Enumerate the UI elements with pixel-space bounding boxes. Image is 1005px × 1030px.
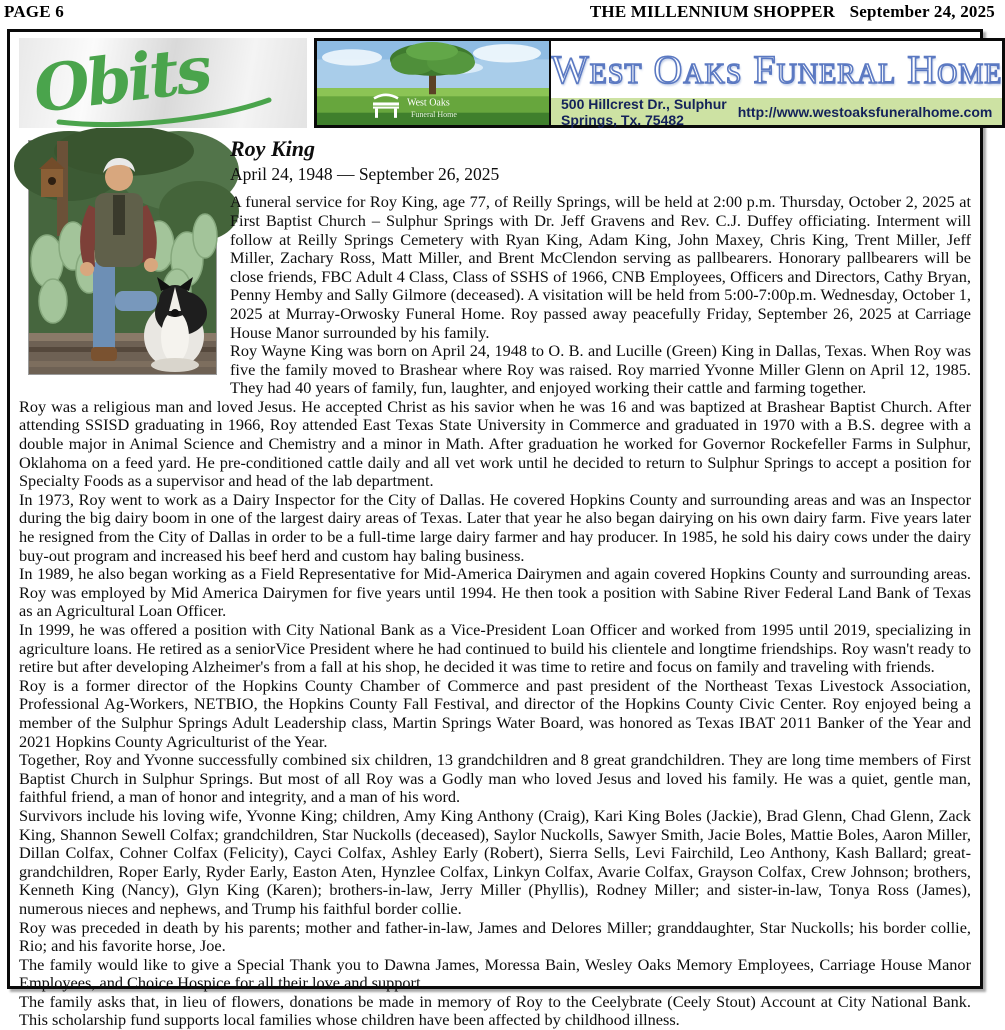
obituary-paragraph: Together, Roy and Yvonne successfully combined six children, 13 grandchildren and 8 great grandchildren. They are long time members of First Baptist Church in Sulphur Springs. But most of all Roy was a Godly man who loved Jesus and loved his family. He was a quiet, gentle man, faithful friend, a man of honor and integrity, and a man of his word.: [19, 750, 971, 807]
obituary-paragraph: Roy was preceded in death by his parents; mother and father-in-law, James and Delores Miller; granddaughter, Star Nuckolls; his border collie, Rio; and his favorite horse, Joe.: [19, 917, 971, 956]
obituary-dates: April 24, 1948 — September 26, 2025: [230, 164, 500, 185]
obituary-paragraph: In 1999, he was offered a position with City National Bank as a Vice-President Loan Officer and worked from 1995 until 2019, specializing in agriculture loans. He retired as a seniorVice President where he had continued to build his clientele and longtime friendships. Roy wasn't ready to retire but after developing Alzheimer's from a fall at his shop, he decided it was time to retire and focus on family and traveling with friends.: [19, 620, 971, 677]
page-header: [0, 0, 1000, 26]
obituary-paragraph: In 1973, Roy went to work as a Dairy Inspector for the City of Dallas. He covered Hopkins County and surrounding areas and was an Inspector during the big dairy boom in one of the largest dairy areas of Texas. Later that year he also began dairying on his own dairy farm. Five years later he resigned from the City of Dallas in order to be a full-time large dairy farmer and hay producer. In 1985, he sold his dairy cows under the dairy buy-out program and increased his beef herd and custom hay baling business.: [19, 489, 971, 565]
ad-logo-line2: Funeral Home: [411, 109, 457, 119]
obits-script-art: [19, 32, 307, 128]
obits-masthead: [19, 32, 1003, 128]
obits-content-box: [7, 29, 1003, 1030]
obituary-paragraph: A funeral service for Roy King, age 77, of Reilly Springs, will be held at 2:00 p.m. Thursday, October 2, 2025 at First Baptist Church – Sulphur Springs with Dr. Jeff Gravens and Rev. C.J. Duffey officiating. Interment will follow at Reilly Springs Cemetery with Ryan King, Adam King, John Maxey, Chris King, Trent Miller, Jeff Miller, Zachary Ross, Matt Miller, and Brent McClendon serving as pallbearers. Honorary pallbearers will be close friends, FBC Adult 4 Class, Class of SSHS of 1966, CNB Employees, Officers and Directors, Cathy Bryan, Penny Hemby and Sally Gilmore (deceased). A visitation will be held from 5:00-7:00p.m. Wednesday, October 1, 2025 at Murray-Orwosky Funeral Home. Roy passed away peacefully Friday, September 26, 2025 at Carriage House Manor surrounded by his family.: [230, 192, 971, 342]
obituary-paragraph: Roy was a religious man and loved Jesus. He accepted Christ as his savior when he was 16 and was baptized at Brashear Baptist Church. After attending SSISD graduating in 1966, Roy attended East Texas State University in Commerce and graduated in 1970 with a B.S. degree with a double major in Animal Science and Chemistry and a minor in Math. After graduation he worked for Governor Rockefeller Farms in Sulphur, Oklahoma on a feed yard. He pre-conditioned cattle daily and all vet work until he decided to return to Sulphur Springs to accept a position for Specialty Foods as a supervisor and head of the lab department.: [19, 396, 971, 491]
obits-heading-block: [19, 32, 307, 128]
masthead-line: [590, 2, 995, 22]
publication-name: THE MILLENNIUM SHOPPER: [589, 2, 836, 21]
obituary-article: [19, 137, 971, 1030]
ad-address: 500 Hillcrest Dr., Sulphur Springs, Tx. 75482: [561, 95, 727, 128]
funeral-home-ad: [314, 38, 1005, 128]
obituary-paragraph: The family asks that, in lieu of flowers, donations be made in memory of Roy to the Ceelybrate (Ceely Stout) Account at City National Bank. This scholarship fund supports local families whose children have been affected by childhood illness.: [19, 991, 971, 1030]
obits-heading: Obits: [29, 32, 214, 128]
obituary-paragraph: Roy Wayne King was born on April 24, 1948 to O. B. and Lucille (Green) King in Dallas, Texas. When Roy was five the family moved to Brashear where Roy was raised. Roy married Yvonne Miller Glenn on April 12, 1985. They had 40 years of family, fun, laughter, and enjoyed working their cattle and farming together.: [230, 341, 971, 398]
ad-tree-image: [317, 41, 551, 125]
obituary-name: Roy King: [230, 136, 315, 161]
tree-landscape-art: [317, 41, 549, 125]
ad-website-url: http://www.westoaksfuneralhome.com: [737, 103, 993, 120]
obituary-photo: [28, 140, 217, 375]
obituary-paragraph: In 1989, he also began working as a Field Representative for Mid-America Dairymen and again covered Hopkins County and surrounding areas. Roy was employed by Mid America Dairymen for five years until 1994. He then took a position with Sabine River Federal Land Bank of Texas as an Agricultural Loan Officer.: [19, 564, 971, 621]
funeral-home-name: West Oaks Funeral Home: [551, 46, 1003, 92]
obituary-photo-art: [29, 141, 216, 374]
page-number-label: PAGE 6: [4, 2, 64, 21]
ad-info-strip: [551, 95, 1002, 128]
ad-title-area: [551, 41, 1002, 98]
issue-date: September 24, 2025: [849, 2, 995, 21]
obituary-paragraph: Roy is a former director of the Hopkins County Chamber of Commerce and past president of the Northeast Texas Livestock Association, Professional Ag-Workers, NETBIO, the Hopkins County Fall Festival, and director of the Hopkins County Civic Center. Roy enjoyed being a member of the Sulphur Springs Adult Leadership class, Martin Springs Water Board, was honored as Texas IBAT 2011 Banker of the Year and 2021 Hopkins County Agriculturist of the Year.: [19, 675, 971, 751]
obituary-paragraph: Survivors include his loving wife, Yvonne King; children, Amy King Anthony (Craig), Kari King Boles (Jackie), Brad Glenn, Chad Glenn, Zack King, Shannon Sewell Colfax; grandchildren, Star Nuckolls (deceased), Saylor Nuckolls, Sawyer Smith, Jacie Boles, Mattie Boles, Aaron Miller, Dillan Colfax, Cohner Colfax (Felicity), Cayci Colfax, Ashley Early (Robert), Sierra Sells, Levi Fairchild, Leo Anthony, Kash Ballard; great-grandchildren, Roper Early, Ryder Early, Easton Aten, Hynzlee Colfax, Linkyn Colfax, Avarie Colfax, Grayson Colfax, Crew Johnson; brothers, Kenneth King (Nancy), Glyn King (Karen); brothers-in-law, Jerry Miller (Phyllis), Rodney Miller; and sister-in-law, Tonya Ross (James), numerous nieces and nephews, and Trump his faithful border collie.: [19, 805, 971, 918]
ad-text-panel: [551, 41, 1003, 128]
obituary-paragraph: The family would like to give a Special Thank you to Dawna James, Moressa Bain, Wesley Oaks Memory Employees, Carriage House Manor Employees, and Choice Hospice for all their love and support.: [19, 954, 971, 993]
ad-logo-line1: West Oaks: [407, 97, 450, 109]
